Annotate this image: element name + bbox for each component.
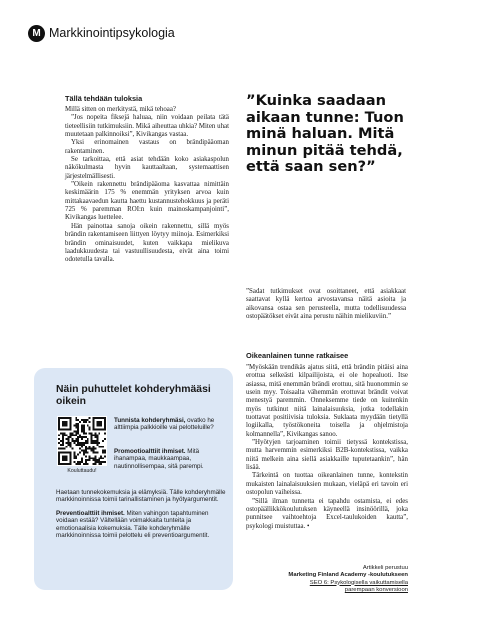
left-heading: Tällä tehdään tuloksia <box>65 94 143 103</box>
qr-caption: Kouluttaudu! <box>67 468 97 474</box>
box-text-1-bold: Tunnista kohderyhmäsi, <box>114 417 186 424</box>
pull-quote: ”Kuinka saadaan aikaan tunne: Tuon minä haluan. Mitä minun pitää tehdä, että saan sen?” <box>246 92 404 176</box>
info-box-title: Näin puhuttelet kohderyhmääsi oikein <box>56 384 211 408</box>
box-text-3: Haetaan tunnekokemuksia ja elämyksiä. Tälle kohderyhmälle markkinoinnissa toimii tarinallistaminen ja hyötyargumentit. <box>56 489 226 504</box>
right-paragraph-1: ”Myöskään trendikäs ajatus siitä, että brändin pitäisi aina erottua selkeästi kilpailijoista, ei ole hopealuoti. Itse asiassa, mitä enemmän brändi erottuu, sitä huonommin se usein myy. Toisaalta vähemmän erottuvat brändit voivat menestyä paremmin. Onneksemme tiede on kuitenkin myös tutkinut niitä lainalaisuuksia, jotka todellakin tuottavat positiivisia tuloksia. Suklaata myydään tietyllä logiikalla, työstökoneita toisella ja ohjelmistoja kolmannella”, Kivikangas sanoo. <box>246 364 408 438</box>
right-paragraph-3: Tärkeintä on tuottaa oikeanlainen tunne, kontekstin mukaisten lainalaisuuksien mukaan, vieläpä eri tavoin eri ostopolun vaiheissa. <box>246 472 408 497</box>
middle-paragraph: ”Sadat tutkimukset ovat osoittaneet, että asiakkaat saattavat kyllä kertoa arvostavansa näitä asioita ja aikovansa ostaa sen perusteella, mutta todellisuudessa ostopäätökset eivät aina perustu näihin mielikuviin.” <box>246 288 406 321</box>
qr-code-icon[interactable] <box>57 416 107 466</box>
right-paragraph-2: ”Hyötyjen tarjoaminen toimii tietyssä kontekstissa, mutta harvemmin esimerkiksi B2B-kontekstissa, vaikka niitä melkein aina siellä asiakkaille tuputetaankin”, hän lisää. <box>246 439 408 472</box>
left-paragraph-5: ”Oikein rakennettu brändipääoma kasvattaa nimittäin keskimäärin 175 % enemmän yrityksen arvoa kuin mittakaavaedun kautta haettu kustannustehokkuus ja peräti 725 % paremman ROI:n kuin mainoskampanjointi”, Kivikangas luettelee. <box>65 181 229 222</box>
article-credit <box>246 565 408 594</box>
credit-link-2[interactable]: parempaan konversioon <box>344 586 408 593</box>
left-column <box>65 94 229 265</box>
section-title: Markkinointipsykologia <box>49 26 175 40</box>
credit-link-1[interactable]: SEO 6: Psykologisella vaikuttamisella <box>309 579 408 586</box>
right-column <box>246 351 408 531</box>
right-paragraph-4: ”Sillä ilman tunnetta ei tapahdu ostamista, ei edes ostopäällikkökoulutuksen käyneellä insinöörillä, joka punnitsee vaihtoehtoja Excel-taulukoiden kautta”, psykologi muistuttaa. • <box>246 497 408 530</box>
left-paragraph-3: Yksi erinomainen vastaus on brändipääoman rakentaminen. <box>65 139 229 155</box>
right-heading: Oikeanlainen tunne ratkaisee <box>246 351 349 360</box>
box-text-2-rest: Mitä ihanampaa, maukkaampaa, nautinnollisempaa, sitä parempi. <box>114 448 204 470</box>
m-logo-icon: M <box>28 25 45 42</box>
left-paragraph-4: Se tarkoittaa, että asiat tehdään koko asiakaspolun näkökulmasta hyvin kauttaaltaan, systemaattisen järjestelmällisesti. <box>65 156 229 180</box>
left-paragraph-6: Hän painottaa sanoja oikein rakennettu, sillä myös brändin rakentamiseen liittyen löytyy miinoja. Esimerkiksi brändin ominaisuudet, kuten vaikkapa mielikuva laadukkuudesta tai vastuullisuudesta, eivät aina toimi odotetulla tavalla. <box>65 222 229 264</box>
box-text-4-rest: Miten vahingon tapahtuminen voidaan estää? Vältellään voimakkaita tunteita ja emotionaalisia kokemuksia. Tälle kohderyhmälle markkinoinnissa toimii pelottelu eli preventioargumentit. <box>56 510 210 540</box>
credit-line-1: Artikkeli perustuu <box>362 565 408 571</box>
box-text-4-bold: Preventioalttiit ihmiset. <box>56 510 125 517</box>
box-text-2-bold: Promootioalttiit ihmiset. <box>114 448 186 455</box>
box-text-1 <box>114 417 222 432</box>
box-text-1-rest: ovatko he alttiimpia palkkioille vai pelotteluille? <box>114 417 215 432</box>
left-paragraph-1: Millä sitten on merkitystä, mikä tehoaa? <box>65 106 176 113</box>
box-text-4 <box>56 510 226 539</box>
info-box <box>34 368 233 590</box>
credit-line-2: Marketing Finland Academy -koulutukseen <box>288 572 408 579</box>
box-text-2 <box>114 448 222 470</box>
middle-column <box>246 288 406 321</box>
left-paragraph-2: ”Jos nopeita fiksejä haluaa, niin voidaan peilata tätä tieteellisiin tutkimuksiin. Mikä aiheuttaa uhkia? Miten uhat muutetaan palkinnoiksi”, Kivikangas vastaa. <box>65 114 229 139</box>
